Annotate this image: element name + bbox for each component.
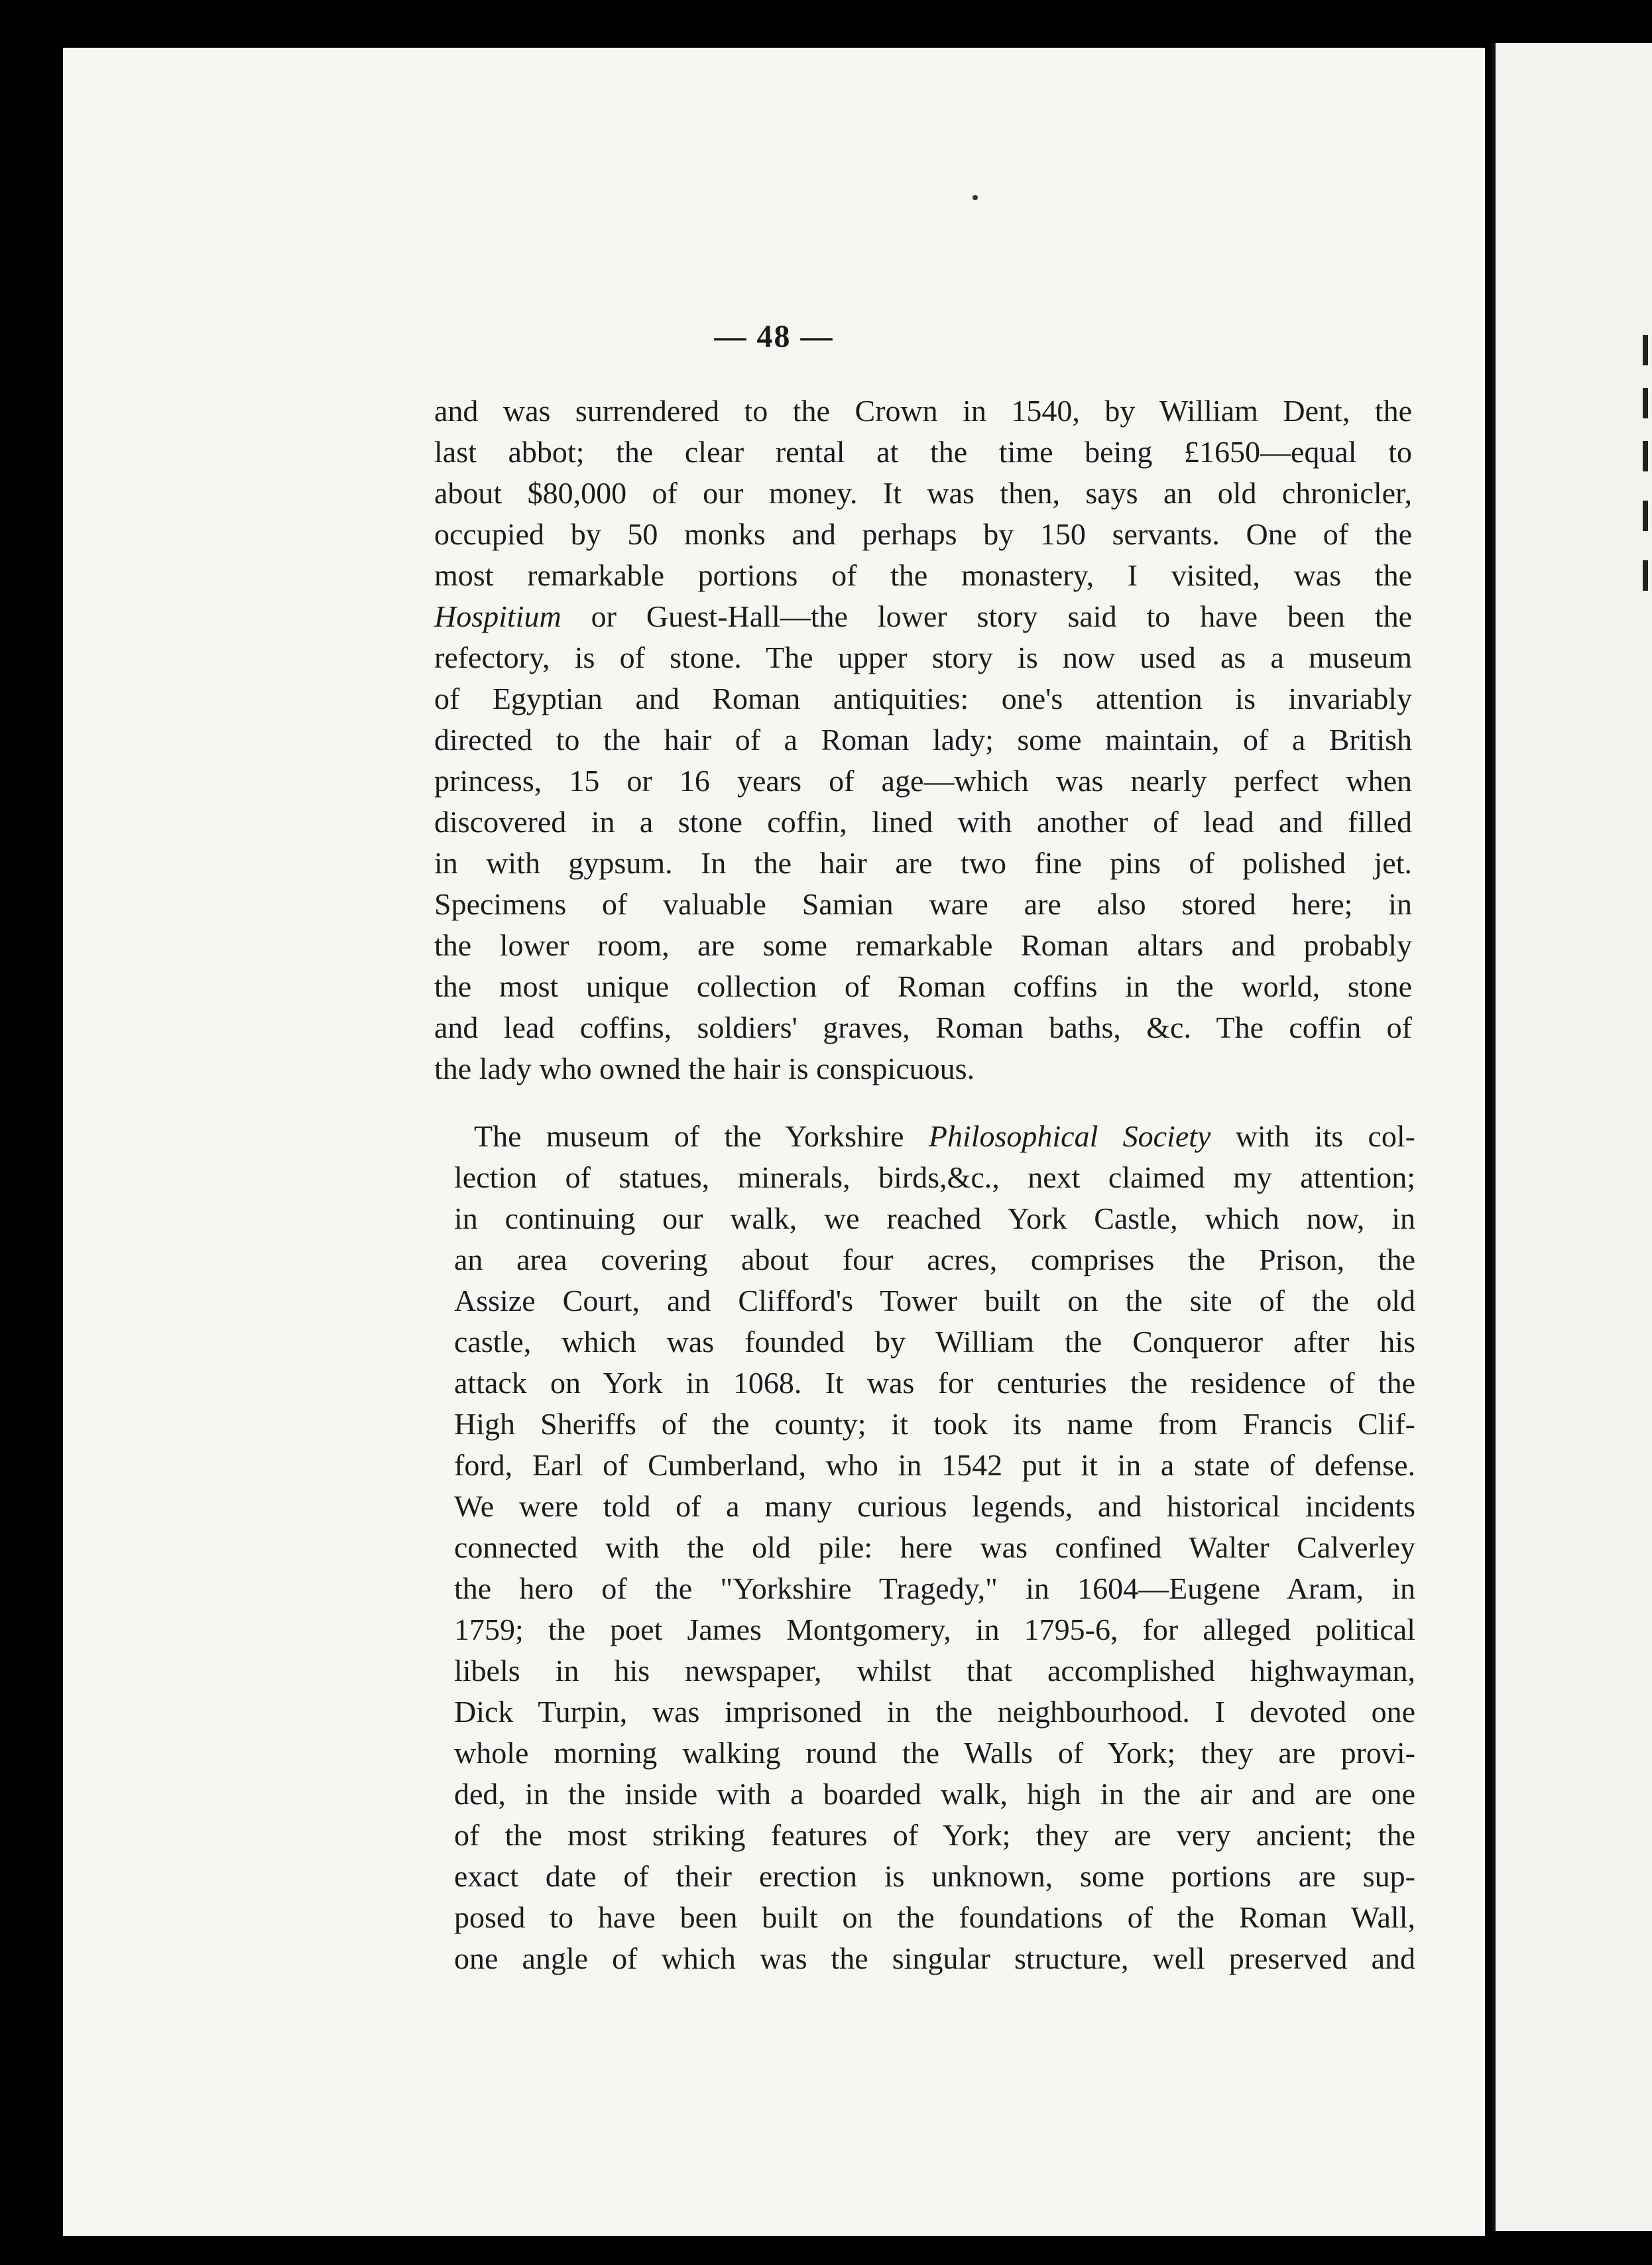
text-line: Dick Turpin, was imprisoned in the neighbourhood. I devoted one — [454, 1695, 1415, 1729]
page-number: — 48 — — [714, 319, 834, 354]
adjacent-page-text-fragment — [1643, 560, 1648, 591]
text-line: the lady who owned the hair is conspicuous. — [434, 1052, 975, 1085]
text-line: ford, Earl of Cumberland, who in 1542 put it in a state of defense. — [454, 1448, 1415, 1482]
text-line: the hero of the "Yorkshire Tragedy," in 1604—Eugene Aram, in — [454, 1571, 1415, 1605]
text-line: an area covering about four acres, comprises the Prison, the — [454, 1243, 1415, 1276]
text-line: in with gypsum. In the hair are two fine pins of polished jet. — [434, 846, 1412, 880]
text-line: Hospitium or Guest-Hall—the lower story said to have been the — [434, 599, 1412, 633]
adjacent-page-text-fragment — [1643, 501, 1648, 531]
text-line: ded, in the inside with a boarded walk, high in the air and are one — [454, 1777, 1415, 1811]
book-page — [63, 48, 1485, 2236]
adjacent-page-text-fragment — [1643, 335, 1648, 365]
text-line: Specimens of valuable Samian ware are also stored here; in — [434, 887, 1412, 921]
text-line: libels in his newspaper, whilst that accomplished highwayman, — [454, 1654, 1415, 1687]
text-line: occupied by 50 monks and perhaps by 150 servants. One of the — [434, 517, 1412, 551]
text-line: one angle of which was the singular structure, well preserved and — [454, 1941, 1415, 1975]
adjacent-page-text-fragment — [1643, 388, 1648, 418]
text-line: the most unique collection of Roman coffins in the world, stone — [434, 969, 1412, 1003]
text-line: in continuing our walk, we reached York Castle, which now, in — [454, 1201, 1415, 1235]
text-line: connected with the old pile: here was confined Walter Calverley — [454, 1530, 1415, 1564]
text-line: 1759; the poet James Montgomery, in 1795-6, for alleged political — [454, 1613, 1415, 1646]
text-line: We were told of a many curious legends, and historical incidents — [454, 1489, 1415, 1523]
text-line: princess, 15 or 16 years of age—which was nearly perfect when — [434, 764, 1412, 798]
text-line: last abbot; the clear rental at the time being £1650—equal to — [434, 435, 1412, 469]
text-line: directed to the hair of a Roman lady; some maintain, of a British — [434, 723, 1412, 757]
text-line: High Sheriffs of the county; it took its name from Francis Clif- — [454, 1407, 1415, 1441]
text-line: of the most striking features of York; they are very ancient; the — [454, 1818, 1415, 1852]
text-line: lection of statues, minerals, birds,&c., next claimed my attention; — [454, 1160, 1415, 1194]
text-line: whole morning walking round the Walls of York; they are provi- — [454, 1736, 1415, 1770]
text-line: the lower room, are some remarkable Roman altars and probably — [434, 928, 1412, 962]
italic-word-hospitium: Hospitium — [434, 599, 561, 633]
text-line: refectory, is of stone. The upper story is now used as a museum — [434, 641, 1412, 674]
text-line: and was surrendered to the Crown in 1540, by William Dent, the — [434, 394, 1412, 428]
text-line: about $80,000 of our money. It was then, says an old chronicler, — [434, 476, 1412, 510]
text-line: attack on York in 1068. It was for centuries the residence of the — [454, 1366, 1415, 1400]
adjacent-page-text-fragment — [1643, 441, 1648, 471]
text-line: The museum of the Yorkshire Philosophical Society with its col- — [474, 1119, 1415, 1153]
text-line: castle, which was founded by William the Conqueror after his — [454, 1325, 1415, 1359]
text-line: and lead coffins, soldiers' graves, Roman baths, &c. The coffin of — [434, 1010, 1412, 1044]
text-line: exact date of their erection is unknown, some portions are sup- — [454, 1859, 1415, 1893]
italic-phrase-philosophical-society: Philosophical Society — [928, 1119, 1211, 1153]
text-line: posed to have been built on the foundations of the Roman Wall, — [454, 1900, 1415, 1934]
text-line: most remarkable portions of the monastery, I visited, was the — [434, 558, 1412, 592]
ink-speck — [973, 195, 978, 200]
adjacent-page-rule — [1492, 43, 1496, 2231]
text-line: discovered in a stone coffin, lined with another of lead and filled — [434, 805, 1412, 839]
text-line: Assize Court, and Clifford's Tower built on the site of the old — [454, 1284, 1415, 1317]
adjacent-page-edge — [1492, 43, 1652, 2231]
text-line: of Egyptian and Roman antiquities: one's attention is invariably — [434, 682, 1412, 715]
